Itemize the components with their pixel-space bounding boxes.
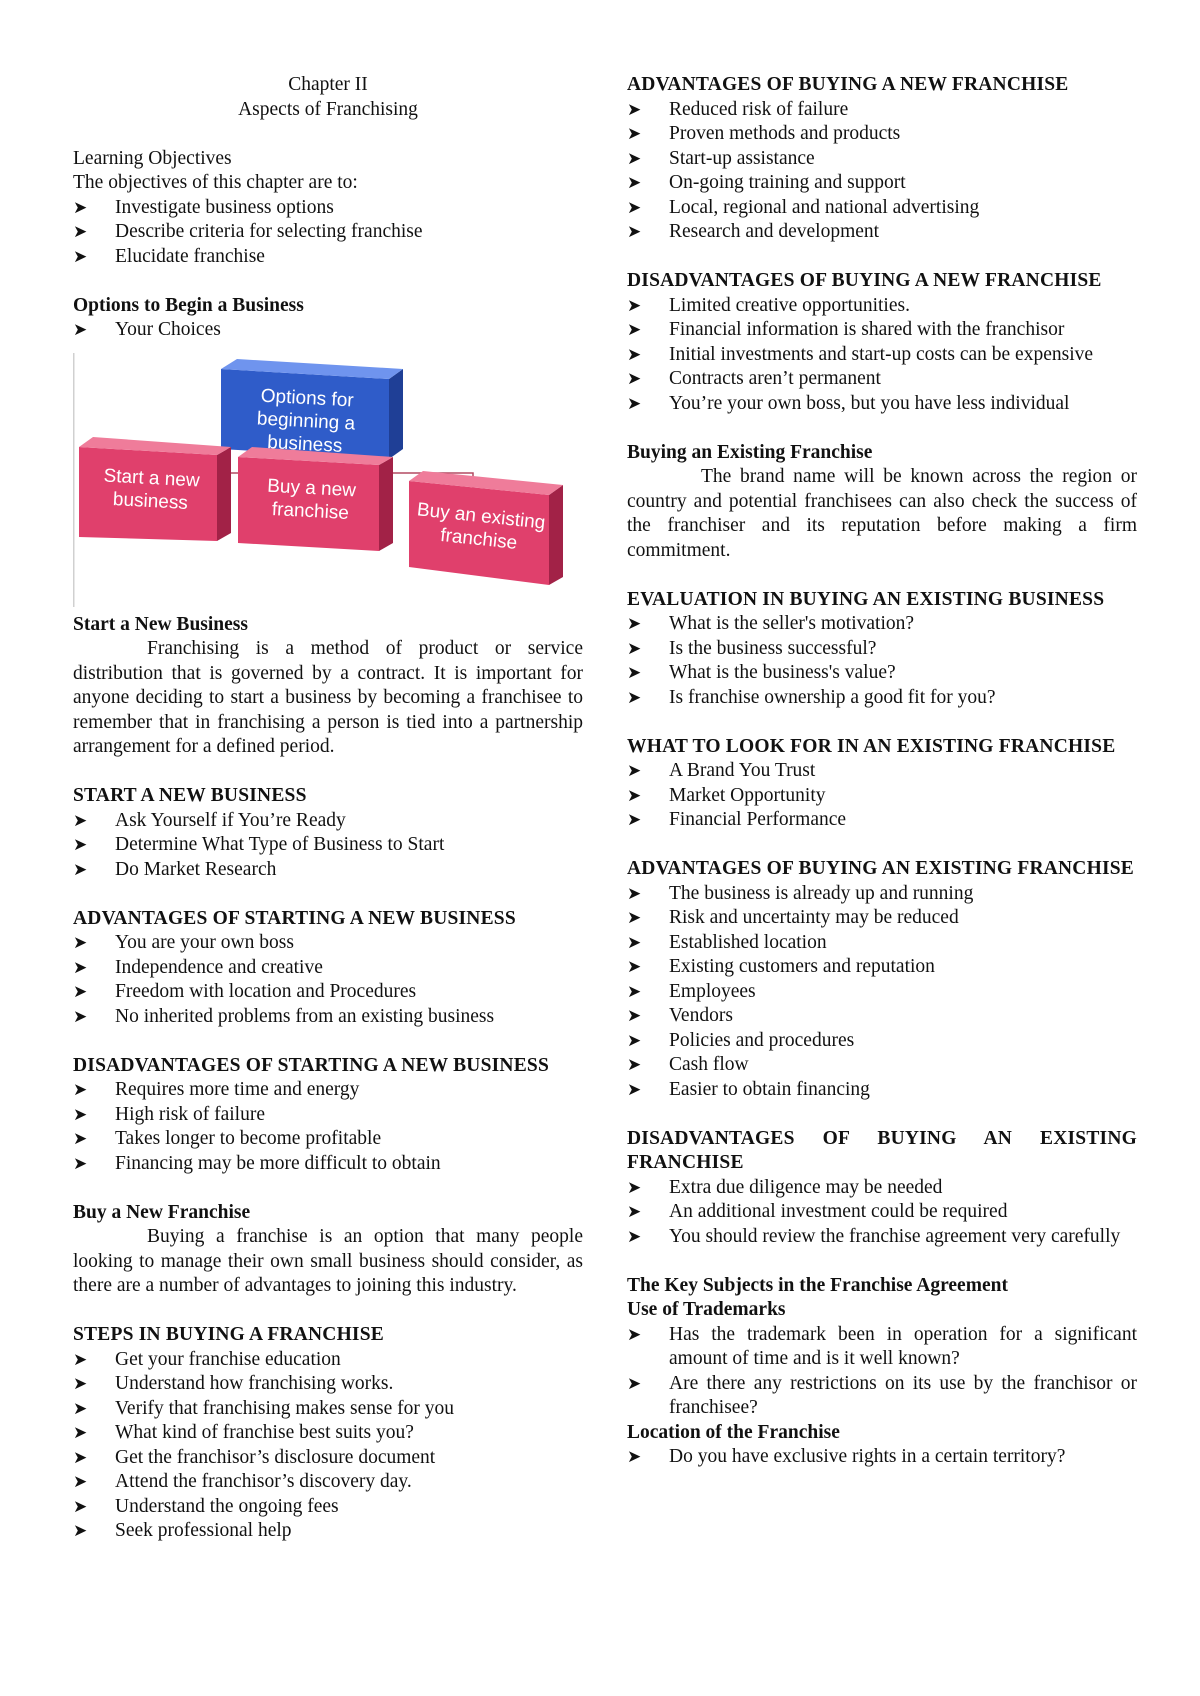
diagram-box2-label: Buy a new franchise: [266, 475, 357, 524]
arrow-bullet-icon: ➤: [73, 1496, 88, 1517]
list-item-text: Financial information is shared with the franchisor: [669, 319, 1065, 340]
arrow-bullet-icon: ➤: [627, 1079, 642, 1100]
diagram-top-label: Options for beginning a business: [256, 385, 356, 457]
list-item: [627, 1053, 1137, 1078]
chapter-number: Chapter II: [288, 74, 368, 95]
list-item-text: You should review the franchise agreement very carefully: [669, 1225, 1121, 1247]
arrow-bullet-icon: ➤: [73, 222, 88, 242]
list-item-text: On-going training and support: [669, 172, 906, 193]
list-item-text: Start-up assistance: [669, 147, 815, 169]
start-paragraph: Franchising is a method of product or service distribution that is governed by a contract. It is important for anyone deciding to start a business by becoming a franchisee to remember that in franchising a person is tied into a partnership arrangement for a defined period.: [73, 638, 583, 757]
arrow-bullet-icon: ➤: [627, 393, 642, 414]
arrow-bullet-icon: ➤: [627, 1006, 642, 1026]
arrow-bullet-icon: ➤: [73, 1423, 88, 1443]
arrow-bullet-icon: ➤: [627, 1055, 642, 1075]
objectives-list: [73, 196, 583, 270]
arrow-bullet-icon: ➤: [73, 246, 88, 267]
arrow-bullet-icon: ➤: [73, 1398, 88, 1419]
arrow-bullet-icon: ➤: [627, 957, 642, 977]
list-item: [73, 1005, 583, 1030]
list-item: [627, 686, 1137, 711]
list-item: [73, 245, 583, 270]
list-item-text: Get the franchisor’s disclosure document: [115, 1446, 436, 1468]
adv-new-list: [627, 98, 1137, 245]
arrow-bullet-icon: ➤: [73, 982, 88, 1002]
dis-new-list: [627, 294, 1137, 417]
adv-new-title: ADVANTAGES OF BUYING A NEW FRANCHISE: [627, 74, 1069, 95]
list-item-text: Understand how franchising works.: [115, 1373, 394, 1394]
adv-start-title: ADVANTAGES OF STARTING A NEW BUSINESS: [73, 907, 516, 929]
location-list: [627, 1445, 1137, 1470]
arrow-bullet-icon: ➤: [627, 663, 642, 683]
list-item: [627, 196, 1137, 221]
arrow-bullet-icon: ➤: [627, 932, 642, 953]
arrow-bullet-icon: ➤: [627, 344, 642, 365]
dis-exist-title: DISADVANTAGES OF BUYING AN EXISTING FRANCHISE: [627, 1127, 1137, 1173]
list-item: [73, 980, 583, 1005]
list-item-text: What is the seller's motivation?: [669, 613, 915, 634]
list-item: [73, 1078, 583, 1103]
list-item: [627, 367, 1137, 392]
arrow-bullet-icon: ➤: [73, 1129, 88, 1149]
list-item: [627, 392, 1137, 417]
buy-new-title: Buy a New Franchise: [73, 1201, 251, 1223]
list-item-text: Are there any restrictions on its use by the franchisor or franchisee?: [669, 1372, 1137, 1418]
list-item-text: Is franchise ownership a good fit for you?: [669, 686, 996, 708]
arrow-bullet-icon: ➤: [627, 1202, 642, 1222]
list-item: [73, 1397, 583, 1422]
arrow-bullet-icon: ➤: [627, 908, 642, 928]
list-item: [627, 171, 1137, 196]
look-title: WHAT TO LOOK FOR IN AN EXISTING FRANCHISE: [627, 735, 1116, 757]
list-item-text: Freedom with location and Procedures: [115, 981, 417, 1002]
arrow-bullet-icon: ➤: [73, 835, 88, 855]
list-item-text: Understand the ongoing fees: [115, 1495, 339, 1517]
list-item-text: Contracts aren’t permanent: [669, 368, 881, 389]
list-item-text: Reduced risk of failure: [669, 98, 849, 120]
list-item: [627, 1200, 1137, 1225]
arrow-bullet-icon: ➤: [627, 761, 642, 781]
arrow-bullet-icon: ➤: [73, 1374, 88, 1394]
objectives-title: Learning Objectives: [73, 147, 232, 169]
list-item: [627, 318, 1137, 343]
list-item-text: Requires more time and energy: [115, 1079, 360, 1100]
list-item-text: Verify that franchising makes sense for you: [115, 1397, 454, 1419]
list-item-text: Elucidate franchise: [115, 245, 265, 267]
list-item: [73, 1348, 583, 1373]
list-item-text: Ask Yourself if You’re Ready: [115, 809, 346, 831]
arrow-bullet-icon: ➤: [73, 1153, 88, 1174]
trademarks-title: Use of Trademarks: [627, 1299, 786, 1320]
list-item: [627, 122, 1137, 147]
list-item-text: Easier to obtain financing: [669, 1078, 870, 1100]
list-item: [627, 931, 1137, 956]
right-column: [627, 73, 1137, 1470]
list-item-text: Initial investments and start-up costs can be expensive: [669, 343, 1094, 365]
dis-start-title: DISADVANTAGES OF STARTING A NEW BUSINESS: [73, 1054, 549, 1076]
list-item: [627, 147, 1137, 172]
list-item-text: Local, regional and national advertising: [669, 196, 980, 218]
arrow-bullet-icon: ➤: [73, 810, 88, 831]
arrow-bullet-icon: ➤: [627, 614, 642, 634]
location-title: Location of the Franchise: [627, 1421, 840, 1443]
list-item: [73, 858, 583, 883]
list-item: [627, 1225, 1137, 1250]
arrow-bullet-icon: ➤: [73, 1006, 88, 1027]
arrow-bullet-icon: ➤: [627, 295, 642, 316]
list-item-text: Proven methods and products: [669, 123, 901, 144]
list-item: [627, 808, 1137, 833]
list-item-text: Seek professional help: [115, 1520, 292, 1541]
list-item: [73, 318, 583, 343]
arrow-bullet-icon: ➤: [627, 1177, 642, 1198]
list-item-text: Investigate business options: [115, 196, 334, 218]
list-item: [627, 661, 1137, 686]
list-item: [627, 759, 1137, 784]
list-item-text: Determine What Type of Business to Start: [115, 834, 445, 855]
list-item-text: Has the trademark been in operation for a significant amount of time and is it well known?: [669, 1323, 1137, 1369]
arrow-bullet-icon: ➤: [73, 933, 88, 953]
dis-start-list: [73, 1078, 583, 1176]
list-item: [627, 784, 1137, 809]
arrow-bullet-icon: ➤: [627, 1226, 642, 1247]
arrow-bullet-icon: ➤: [73, 320, 88, 340]
list-item: [627, 98, 1137, 123]
list-item: [73, 1519, 583, 1544]
list-item-text: Policies and procedures: [669, 1029, 855, 1051]
list-item: [627, 612, 1137, 637]
arrow-bullet-icon: ➤: [73, 197, 88, 218]
list-item-text: Established location: [669, 931, 827, 953]
arrow-bullet-icon: ➤: [627, 148, 642, 169]
list-item: [627, 906, 1137, 931]
list-item-text: Attend the franchisor’s discovery day.: [115, 1471, 412, 1492]
list-item: [627, 1372, 1137, 1421]
arrow-bullet-icon: ➤: [627, 1030, 642, 1051]
arrow-bullet-icon: ➤: [73, 1447, 88, 1468]
list-item-text: Do Market Research: [115, 858, 277, 880]
buy-new-paragraph: Buying a franchise is an option that many people looking to manage their own small business should consider, as there are a number of advantages to joining this industry.: [73, 1226, 583, 1296]
steps-title: STEPS IN BUYING A FRANCHISE: [73, 1324, 384, 1345]
start-caps-title: START A NEW BUSINESS: [73, 785, 307, 806]
arrow-bullet-icon: ➤: [627, 687, 642, 708]
list-item: [73, 809, 583, 834]
adv-start-list: [73, 931, 583, 1029]
list-item: [73, 1421, 583, 1446]
arrow-bullet-icon: ➤: [627, 785, 642, 806]
list-item-text: Your Choices: [115, 319, 221, 340]
diagram-box3-label: Buy an existing franchise: [416, 498, 547, 554]
list-item: [627, 1078, 1137, 1103]
list-item-text: Limited creative opportunities.: [669, 294, 910, 316]
list-item-text: Independence and creative: [115, 956, 323, 978]
arrow-bullet-icon: ➤: [627, 173, 642, 193]
arrow-bullet-icon: ➤: [627, 197, 642, 218]
list-item: [627, 343, 1137, 368]
list-item-text: Do you have exclusive rights in a certain territory?: [669, 1446, 1066, 1467]
adv-exist-list: [627, 882, 1137, 1103]
arrow-bullet-icon: ➤: [627, 1447, 642, 1467]
list-item-text: Extra due diligence may be needed: [669, 1176, 943, 1198]
arrow-bullet-icon: ➤: [627, 320, 642, 340]
list-item-text: What kind of franchise best suits you?: [115, 1422, 414, 1443]
chapter-title: Aspects of Franchising: [238, 98, 418, 120]
list-item: [73, 1470, 583, 1495]
start-title: Start a New Business: [73, 613, 248, 635]
options-list: [73, 318, 583, 343]
arrow-bullet-icon: ➤: [73, 1104, 88, 1125]
existing-title: Buying an Existing Franchise: [627, 441, 873, 463]
options-diagram: [73, 345, 583, 613]
list-item-text: No inherited problems from an existing business: [115, 1005, 495, 1027]
list-item-text: An additional investment could be required: [669, 1201, 1008, 1222]
list-item-text: Takes longer to become profitable: [115, 1128, 382, 1149]
arrow-bullet-icon: ➤: [627, 810, 642, 830]
list-item: [627, 220, 1137, 245]
list-item-text: Cash flow: [669, 1054, 749, 1075]
arrow-bullet-icon: ➤: [627, 222, 642, 242]
arrow-bullet-icon: ➤: [627, 124, 642, 144]
list-item: [627, 1029, 1137, 1054]
start-caps-list: [73, 809, 583, 883]
dis-new-title: DISADVANTAGES OF BUYING A NEW FRANCHISE: [627, 270, 1102, 291]
existing-paragraph: The brand name will be known across the region or country and potential franchisees can also check the success of the franchiser and its reputation before making a firm commitment.: [627, 466, 1137, 561]
list-item-text: The business is already up and running: [669, 882, 974, 904]
list-item: [627, 294, 1137, 319]
list-item-text: Describe criteria for selecting franchise: [115, 221, 423, 242]
list-item-text: High risk of failure: [115, 1103, 266, 1125]
key-subjects-title: The Key Subjects in the Franchise Agreement: [627, 1274, 1008, 1296]
list-item-text: A Brand You Trust: [669, 760, 816, 781]
list-item-text: Get your franchise education: [115, 1348, 341, 1370]
list-item-text: Is the business successful?: [669, 637, 877, 659]
list-item: [73, 833, 583, 858]
arrow-bullet-icon: ➤: [627, 99, 642, 120]
list-item: [627, 1323, 1137, 1372]
eval-list: [627, 612, 1137, 710]
list-item: [73, 1103, 583, 1128]
trademarks-list: [627, 1323, 1137, 1421]
list-item-text: What is the business's value?: [669, 662, 896, 683]
list-item: [627, 980, 1137, 1005]
arrow-bullet-icon: ➤: [627, 883, 642, 904]
list-item: [627, 882, 1137, 907]
list-item: [73, 1127, 583, 1152]
list-item: [73, 931, 583, 956]
list-item-text: Vendors: [669, 1005, 733, 1026]
arrow-bullet-icon: ➤: [627, 1373, 642, 1394]
list-item: [73, 220, 583, 245]
list-item-text: You’re your own boss, but you have less individual: [669, 392, 1070, 414]
arrow-bullet-icon: ➤: [73, 1080, 88, 1100]
list-item-text: Risk and uncertainty may be reduced: [669, 907, 959, 928]
list-item-text: You are your own boss: [115, 932, 294, 953]
dis-exist-list: [627, 1176, 1137, 1250]
steps-list: [73, 1348, 583, 1544]
list-item-text: Research and development: [669, 221, 880, 242]
list-item: [73, 956, 583, 981]
list-item: [73, 1152, 583, 1177]
list-item: [73, 1495, 583, 1520]
list-item-text: Financial Performance: [669, 809, 847, 830]
list-item-text: Existing customers and reputation: [669, 956, 935, 977]
arrow-bullet-icon: ➤: [73, 957, 88, 978]
list-item: [73, 196, 583, 221]
left-column: [73, 73, 583, 1544]
list-item: [627, 637, 1137, 662]
arrow-bullet-icon: ➤: [627, 981, 642, 1002]
list-item-text: Financing may be more difficult to obtain: [115, 1152, 441, 1174]
eval-title: EVALUATION IN BUYING AN EXISTING BUSINESS: [627, 588, 1105, 610]
arrow-bullet-icon: ➤: [73, 1472, 88, 1492]
arrow-bullet-icon: ➤: [73, 1521, 88, 1541]
list-item-text: Market Opportunity: [669, 784, 826, 806]
list-item: [627, 1004, 1137, 1029]
arrow-bullet-icon: ➤: [627, 1324, 642, 1345]
list-item: [627, 1176, 1137, 1201]
objectives-intro: The objectives of this chapter are to:: [73, 172, 358, 193]
list-item: [73, 1372, 583, 1397]
arrow-bullet-icon: ➤: [627, 638, 642, 659]
list-item: [627, 955, 1137, 980]
list-item: [627, 1445, 1137, 1470]
list-item: [73, 1446, 583, 1471]
arrow-bullet-icon: ➤: [73, 1349, 88, 1370]
diagram-box1-label: Start a new business: [103, 465, 201, 514]
look-list: [627, 759, 1137, 833]
arrow-bullet-icon: ➤: [73, 859, 88, 880]
adv-exist-title: ADVANTAGES OF BUYING AN EXISTING FRANCHISE: [627, 858, 1135, 879]
options-title: Options to Begin a Business: [73, 294, 304, 316]
arrow-bullet-icon: ➤: [627, 369, 642, 389]
list-item-text: Employees: [669, 980, 756, 1002]
